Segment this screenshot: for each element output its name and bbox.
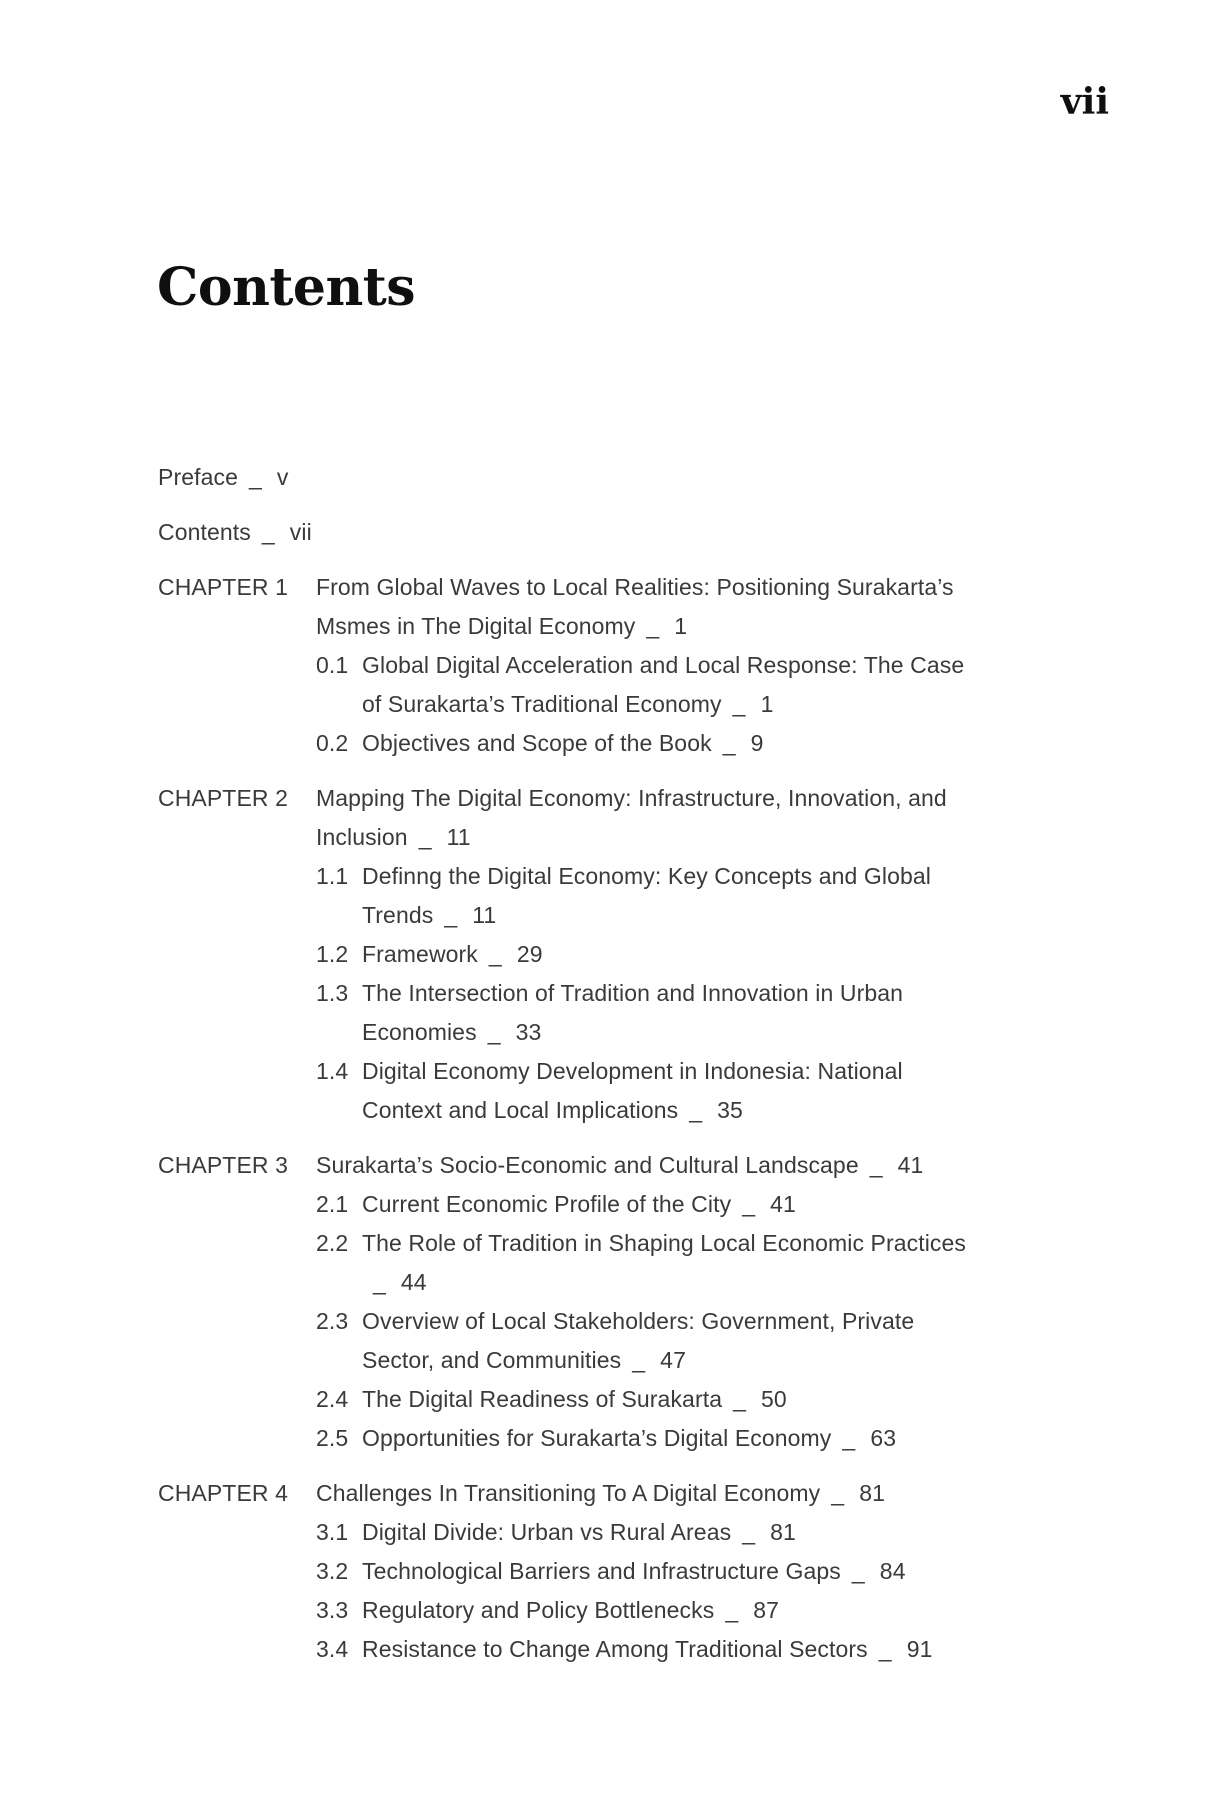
toc-entry-title-text: Inclusion [316, 824, 408, 850]
toc-entry-line [362, 1552, 1098, 1591]
toc-entry-line [362, 1013, 1098, 1052]
toc-entry-line [362, 1341, 1098, 1380]
page-number-folio: vii [1060, 81, 1109, 123]
leader-underscore: _ [261, 519, 275, 545]
toc-entry-title-text: Msmes in The Digital Economy [316, 613, 636, 639]
leader-underscore: _ [248, 464, 262, 490]
toc-entry-line: Global Digital Acceleration and Local Response: The Case [362, 652, 965, 678]
section-number: 2.4 [316, 1386, 349, 1412]
section-number: 3.2 [316, 1558, 349, 1584]
leader-underscore: _ [742, 1191, 756, 1217]
leader-underscore: _ [732, 691, 746, 717]
toc-section-entry [316, 1302, 1098, 1380]
section-number: 1.3 [316, 980, 349, 1006]
toc-section-entry [316, 724, 1098, 763]
toc-entry-page-number: 84 [879, 1558, 906, 1584]
toc-entry-line [362, 724, 1098, 763]
toc-entry-line [362, 935, 1098, 974]
toc-entry-page-number: 50 [761, 1386, 787, 1412]
toc-entry-title-text: Economies [362, 1019, 477, 1045]
toc-section-entry [316, 1513, 1098, 1552]
toc-entry-title-text: Resistance to Change Among Traditional Sectors [362, 1636, 868, 1662]
toc-section-entry [316, 646, 1098, 724]
toc-entry-line: Overview of Local Stakeholders: Government, Private [362, 1308, 915, 1334]
toc-entry-frontmatter [158, 513, 1098, 552]
table-of-contents [158, 458, 1098, 1669]
toc-entry-line [362, 1185, 1098, 1224]
toc-entry-label: Contents [158, 519, 251, 545]
section-body [362, 857, 1098, 935]
toc-entry-line [362, 685, 1098, 724]
toc-entry-title-text: Framework [362, 941, 478, 967]
toc-entry-page-number: 33 [515, 1019, 542, 1045]
leader-underscore: _ [851, 1558, 865, 1584]
toc-section-entry [316, 1419, 1098, 1458]
toc-section-entry [316, 935, 1098, 974]
toc-entry-line [316, 818, 1098, 857]
toc-section-entry [316, 1630, 1098, 1669]
toc-entry-title-text: Current Economic Profile of the City [362, 1191, 732, 1217]
section-number: 1.1 [316, 863, 349, 889]
toc-entry-page-number: 9 [750, 730, 764, 756]
section-body [362, 1185, 1098, 1224]
toc-entry-title-text: Technological Barriers and Infrastructure Gaps [362, 1558, 841, 1584]
section-body [362, 935, 1098, 974]
toc-entry-page-number: 1 [760, 691, 774, 717]
chapter-label: CHAPTER 2 [158, 785, 288, 811]
toc-chapter-group [158, 1146, 1098, 1458]
toc-entry-page-number: 41 [770, 1191, 796, 1217]
toc-entry-title-text: Objectives and Scope of the Book [362, 730, 712, 756]
section-number: 1.4 [316, 1058, 349, 1084]
section-body [362, 1302, 1098, 1380]
toc-entry-page-number: 47 [660, 1347, 686, 1373]
section-body [362, 974, 1098, 1052]
leader-underscore: _ [725, 1597, 739, 1623]
leader-underscore: _ [689, 1097, 703, 1123]
toc-entry-page-number: 81 [770, 1519, 796, 1545]
toc-entry-line: Digital Economy Development in Indonesia: National [362, 1058, 903, 1084]
section-body [362, 1052, 1098, 1130]
section-number: 2.2 [316, 1230, 349, 1256]
toc-entry-title-text: Opportunities for Surakarta’s Digital Economy [362, 1425, 832, 1451]
toc-entry-line [362, 1263, 1098, 1302]
section-number: 2.3 [316, 1308, 349, 1334]
toc-entry-page-number: 63 [870, 1425, 897, 1451]
toc-entry-title-text: of Surakarta’s Traditional Economy [362, 691, 722, 717]
leader-underscore: _ [646, 613, 660, 639]
chapter-body [316, 1474, 1098, 1669]
toc-entry-page-number: 1 [674, 613, 688, 639]
toc-entry-page-number: v [276, 464, 289, 490]
toc-section-entry [316, 1185, 1098, 1224]
toc-entry-page-number: vii [289, 519, 312, 545]
leader-underscore: _ [632, 1347, 646, 1373]
toc-entry-title-text: Challenges In Transitioning To A Digital Economy [316, 1480, 821, 1506]
toc-entry-title-text: Sector, and Communities [362, 1347, 622, 1373]
toc-entry-page-number: 29 [516, 941, 543, 967]
section-body [362, 1224, 1098, 1302]
leader-underscore: _ [418, 824, 432, 850]
section-number: 3.3 [316, 1597, 349, 1623]
leader-underscore: _ [722, 730, 736, 756]
toc-chapter-group [158, 779, 1098, 1130]
toc-entry-title-text: Context and Local Implications [362, 1097, 679, 1123]
toc-entry-title-text: Surakarta’s Socio-Economic and Cultural Landscape [316, 1152, 859, 1178]
section-number: 1.2 [316, 941, 349, 967]
toc-entry-line [316, 1474, 1098, 1513]
toc-entry-page-number: 81 [859, 1480, 885, 1506]
leader-underscore: _ [373, 1269, 386, 1295]
toc-entry-line [362, 1591, 1098, 1630]
leader-underscore: _ [878, 1636, 892, 1662]
toc-entry-page-number: 44 [400, 1269, 427, 1295]
section-body [362, 1591, 1098, 1630]
section-number: 2.5 [316, 1425, 349, 1451]
section-body [362, 1552, 1098, 1591]
leader-underscore: _ [742, 1519, 756, 1545]
toc-entry-label: Preface [158, 464, 238, 490]
leader-underscore: _ [869, 1152, 883, 1178]
chapter-label: CHAPTER 3 [158, 1152, 288, 1178]
chapter-body [316, 779, 1098, 1130]
toc-entry-line [362, 1419, 1098, 1458]
toc-entry-line: Mapping The Digital Economy: Infrastructure, Innovation, and [316, 785, 947, 811]
toc-entry-line [316, 1146, 1098, 1185]
toc-entry-line [362, 1091, 1098, 1130]
toc-section-entry [316, 857, 1098, 935]
chapter-body [316, 1146, 1098, 1458]
section-number: 3.4 [316, 1636, 349, 1662]
toc-section-entry [316, 1380, 1098, 1419]
toc-entry-page-number: 87 [753, 1597, 780, 1623]
leader-underscore: _ [842, 1425, 856, 1451]
toc-entry-page-number: 35 [717, 1097, 743, 1123]
section-body [362, 1513, 1098, 1552]
toc-entry-title-text: Regulatory and Policy Bottlenecks [362, 1597, 715, 1623]
toc-entry-line [316, 607, 1098, 646]
toc-entry-line: The Role of Tradition in Shaping Local Economic Practices [362, 1230, 967, 1256]
leader-underscore: _ [444, 902, 458, 928]
toc-section-entry [316, 1552, 1098, 1591]
section-body [362, 646, 1098, 724]
toc-entry-page-number: 91 [906, 1636, 933, 1662]
section-number: 3.1 [316, 1519, 349, 1545]
chapter-label: CHAPTER 4 [158, 1480, 288, 1506]
toc-entry-title-text: Trends [362, 902, 434, 928]
toc-entry-line [362, 1513, 1098, 1552]
section-body [362, 724, 1098, 763]
leader-underscore: _ [733, 1386, 746, 1412]
toc-entry-line [362, 1380, 1098, 1419]
toc-section-entry [316, 1591, 1098, 1630]
toc-section-entry [316, 974, 1098, 1052]
contents-heading: Contents [157, 256, 416, 318]
toc-entry-title-text: The Digital Readiness of Surakarta [362, 1386, 723, 1412]
toc-section-entry [316, 1224, 1098, 1302]
toc-entry-page-number: 41 [897, 1152, 924, 1178]
toc-entry-page-number: 11 [472, 902, 497, 928]
chapter-body [316, 568, 1098, 763]
toc-entry-title-text: Digital Divide: Urban vs Rural Areas [362, 1519, 732, 1545]
section-number: 0.2 [316, 730, 349, 756]
toc-entry-line [362, 1630, 1098, 1669]
chapter-label: CHAPTER 1 [158, 574, 288, 600]
toc-entry-line: The Intersection of Tradition and Innovation in Urban [362, 980, 904, 1006]
leader-underscore: _ [488, 941, 502, 967]
toc-chapter-group [158, 1474, 1098, 1669]
toc-entry-line: From Global Waves to Local Realities: Positioning Surakarta’s [316, 574, 954, 600]
section-number: 2.1 [316, 1191, 349, 1217]
toc-entry-line: Definng the Digital Economy: Key Concepts and Global [362, 863, 932, 889]
toc-section-entry [316, 1052, 1098, 1130]
section-body [362, 1630, 1098, 1669]
section-number: 0.1 [316, 652, 349, 678]
toc-chapter-group [158, 568, 1098, 763]
toc-entry-frontmatter [158, 458, 1098, 497]
section-body [362, 1419, 1098, 1458]
toc-entry-page-number: 11 [446, 824, 471, 850]
section-body [362, 1380, 1098, 1419]
leader-underscore: _ [831, 1480, 845, 1506]
toc-entry-line [362, 896, 1098, 935]
leader-underscore: _ [487, 1019, 501, 1045]
